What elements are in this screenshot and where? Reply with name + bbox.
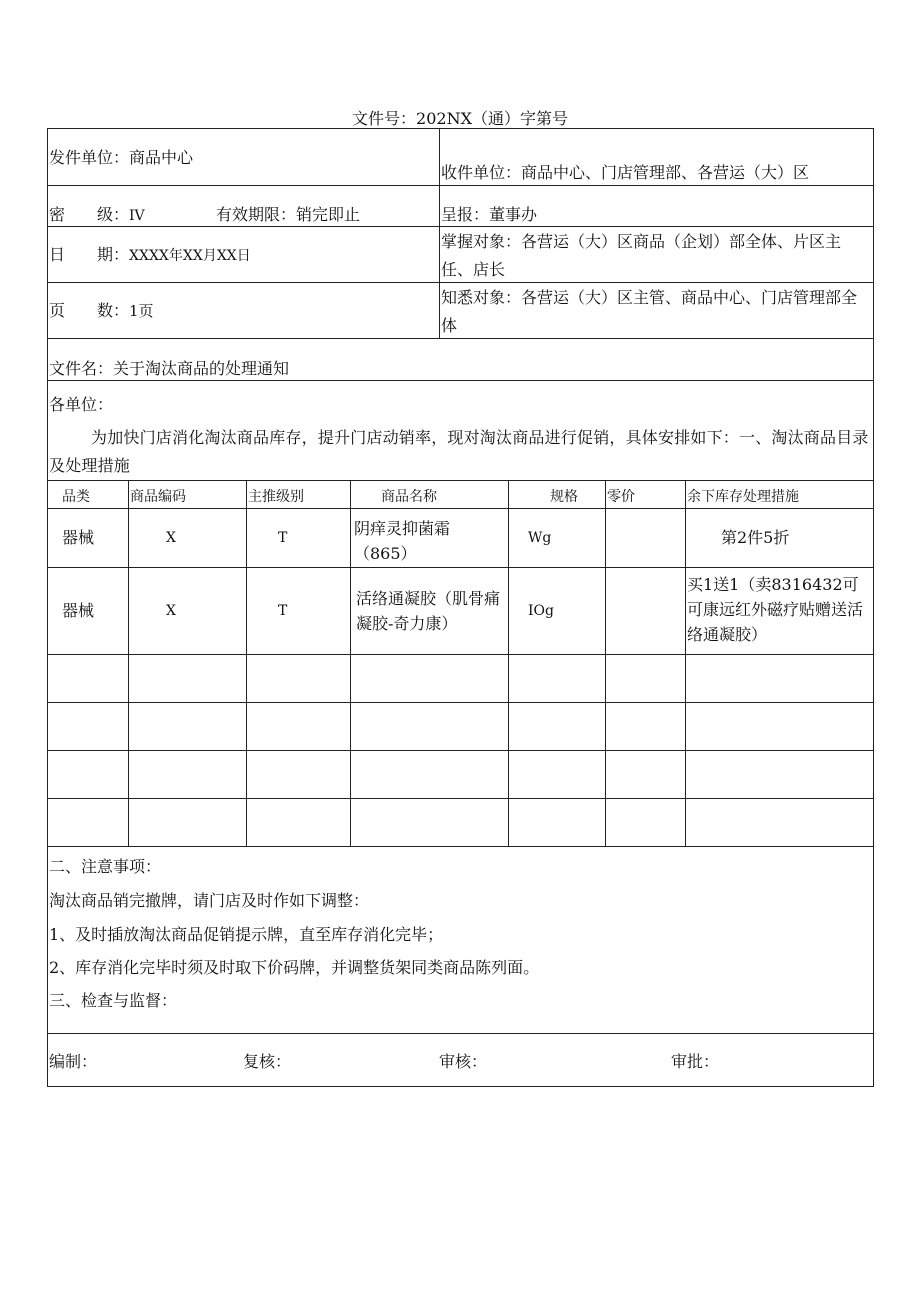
signoff-review: 复核： — [243, 1052, 292, 1071]
rule-filename — [47, 380, 874, 381]
receiver-field — [441, 163, 809, 183]
col-header-measure: 余下库存处理措施 — [687, 489, 799, 505]
col-divider-4 — [508, 480, 509, 846]
row1-category: 器械 — [62, 528, 95, 547]
rule-header-1 — [47, 185, 874, 186]
pages-field — [49, 301, 154, 321]
col-divider-6 — [685, 480, 686, 846]
grasp-field — [441, 228, 871, 284]
row2-code: X — [166, 603, 176, 619]
signoff-approve: 审批： — [671, 1052, 720, 1071]
col-header-category: 品类 — [62, 489, 90, 505]
inspection-section-title: 三、检查与监督： — [49, 991, 178, 1010]
aware-label: 知悉对象： — [441, 288, 522, 307]
file-name: 文件名：关于淘汰商品的处理通知 — [49, 359, 290, 378]
pages-value: 1页 — [129, 302, 154, 320]
rule-row-5 — [47, 798, 874, 799]
col-header-name: 商品名称 — [381, 489, 437, 505]
row2-category: 器械 — [62, 601, 95, 620]
col-divider-5 — [605, 480, 606, 846]
sender-label: 发件单位： — [49, 148, 130, 167]
col-divider-3 — [350, 480, 351, 846]
row2-level: T — [278, 603, 288, 619]
validity-field — [216, 205, 360, 225]
row1-spec: Wg — [528, 530, 552, 546]
sender-field — [49, 148, 193, 168]
row1-measure: 第2件5折 — [721, 528, 790, 547]
col-divider-2 — [246, 480, 247, 846]
validity-label: 有效期限： — [216, 205, 297, 224]
rule-row-2 — [47, 654, 874, 655]
row2-spec: IOg — [528, 603, 554, 619]
notes-section-title: 二、注意事项： — [49, 857, 162, 876]
row2-measure: 买1送1（卖8316432可可康远红外磁疗贴赠送活络通凝胶） — [687, 575, 864, 644]
intro-paragraph: 为加快门店消化淘汰商品库存，提升门店动销率，现对淘汰商品进行促销，具体安排如下：一、淘汰商品目录及处理措施 — [49, 428, 869, 475]
notes-item-2: 2、库存消化完毕时须及时取下价码牌，并调整货架同类商品陈列面。 — [49, 958, 540, 977]
rule-table-top — [47, 480, 874, 481]
rule-signoff — [47, 1033, 874, 1034]
secret-level-value: IV — [129, 208, 145, 224]
aware-value: 各营运（大）区主管、商品中心、门店管理部全体 — [441, 288, 858, 335]
col-header-price: 零价 — [607, 489, 635, 505]
notes-item-1: 1、及时插放淘汰商品促销提示牌，直至库存消化完毕； — [49, 925, 444, 944]
col-header-level: 主推级别 — [248, 489, 304, 505]
date-value: XXXX年XX月XX日 — [129, 248, 251, 264]
sender-value: 商品中心 — [129, 148, 194, 167]
header-divider — [439, 128, 440, 338]
pages-label: 页 数： — [49, 301, 130, 320]
rule-table-header — [47, 508, 874, 509]
grasp-value: 各营运（大）区商品（企划）部全体、片区主任、店长 — [441, 232, 842, 279]
col-header-code: 商品编码 — [130, 489, 186, 505]
col-header-spec: 规格 — [550, 489, 578, 505]
report-label: 呈报： — [441, 205, 490, 224]
rule-table-bottom — [47, 846, 874, 847]
report-field — [441, 205, 537, 225]
date-label: 日 期： — [49, 245, 130, 264]
receiver-label: 收件单位： — [441, 163, 522, 182]
rule-header-2 — [47, 226, 874, 227]
aware-field — [441, 284, 871, 340]
row1-name: 阴痒灵抑菌霜（865） — [354, 519, 451, 563]
greeting: 各单位： — [49, 395, 114, 414]
signoff-audit: 审核： — [439, 1052, 488, 1071]
secret-level-field — [49, 205, 145, 226]
rule-row-1 — [47, 567, 874, 568]
rule-row-3 — [47, 702, 874, 703]
rule-row-4 — [47, 750, 874, 751]
document-number: 文件号：202NX（通）字第号 — [352, 109, 568, 128]
col-divider-1 — [128, 480, 129, 846]
grasp-label: 掌握对象： — [441, 232, 522, 251]
secret-level-label: 密 级： — [49, 205, 130, 224]
report-value: 董事办 — [489, 205, 538, 224]
validity-value: 销完即止 — [296, 205, 361, 224]
row1-level: T — [278, 530, 288, 546]
row2-name: 活络通凝胶（肌骨痛凝胶-奇力康） — [356, 589, 501, 633]
notes-intro: 淘汰商品销完撤牌，请门店及时作如下调整： — [49, 891, 370, 910]
date-field — [49, 245, 251, 266]
receiver-value: 商品中心、门店管理部、各营运（大）区 — [521, 163, 810, 182]
signoff-compile: 编制： — [49, 1052, 98, 1071]
row1-code: X — [166, 530, 176, 546]
